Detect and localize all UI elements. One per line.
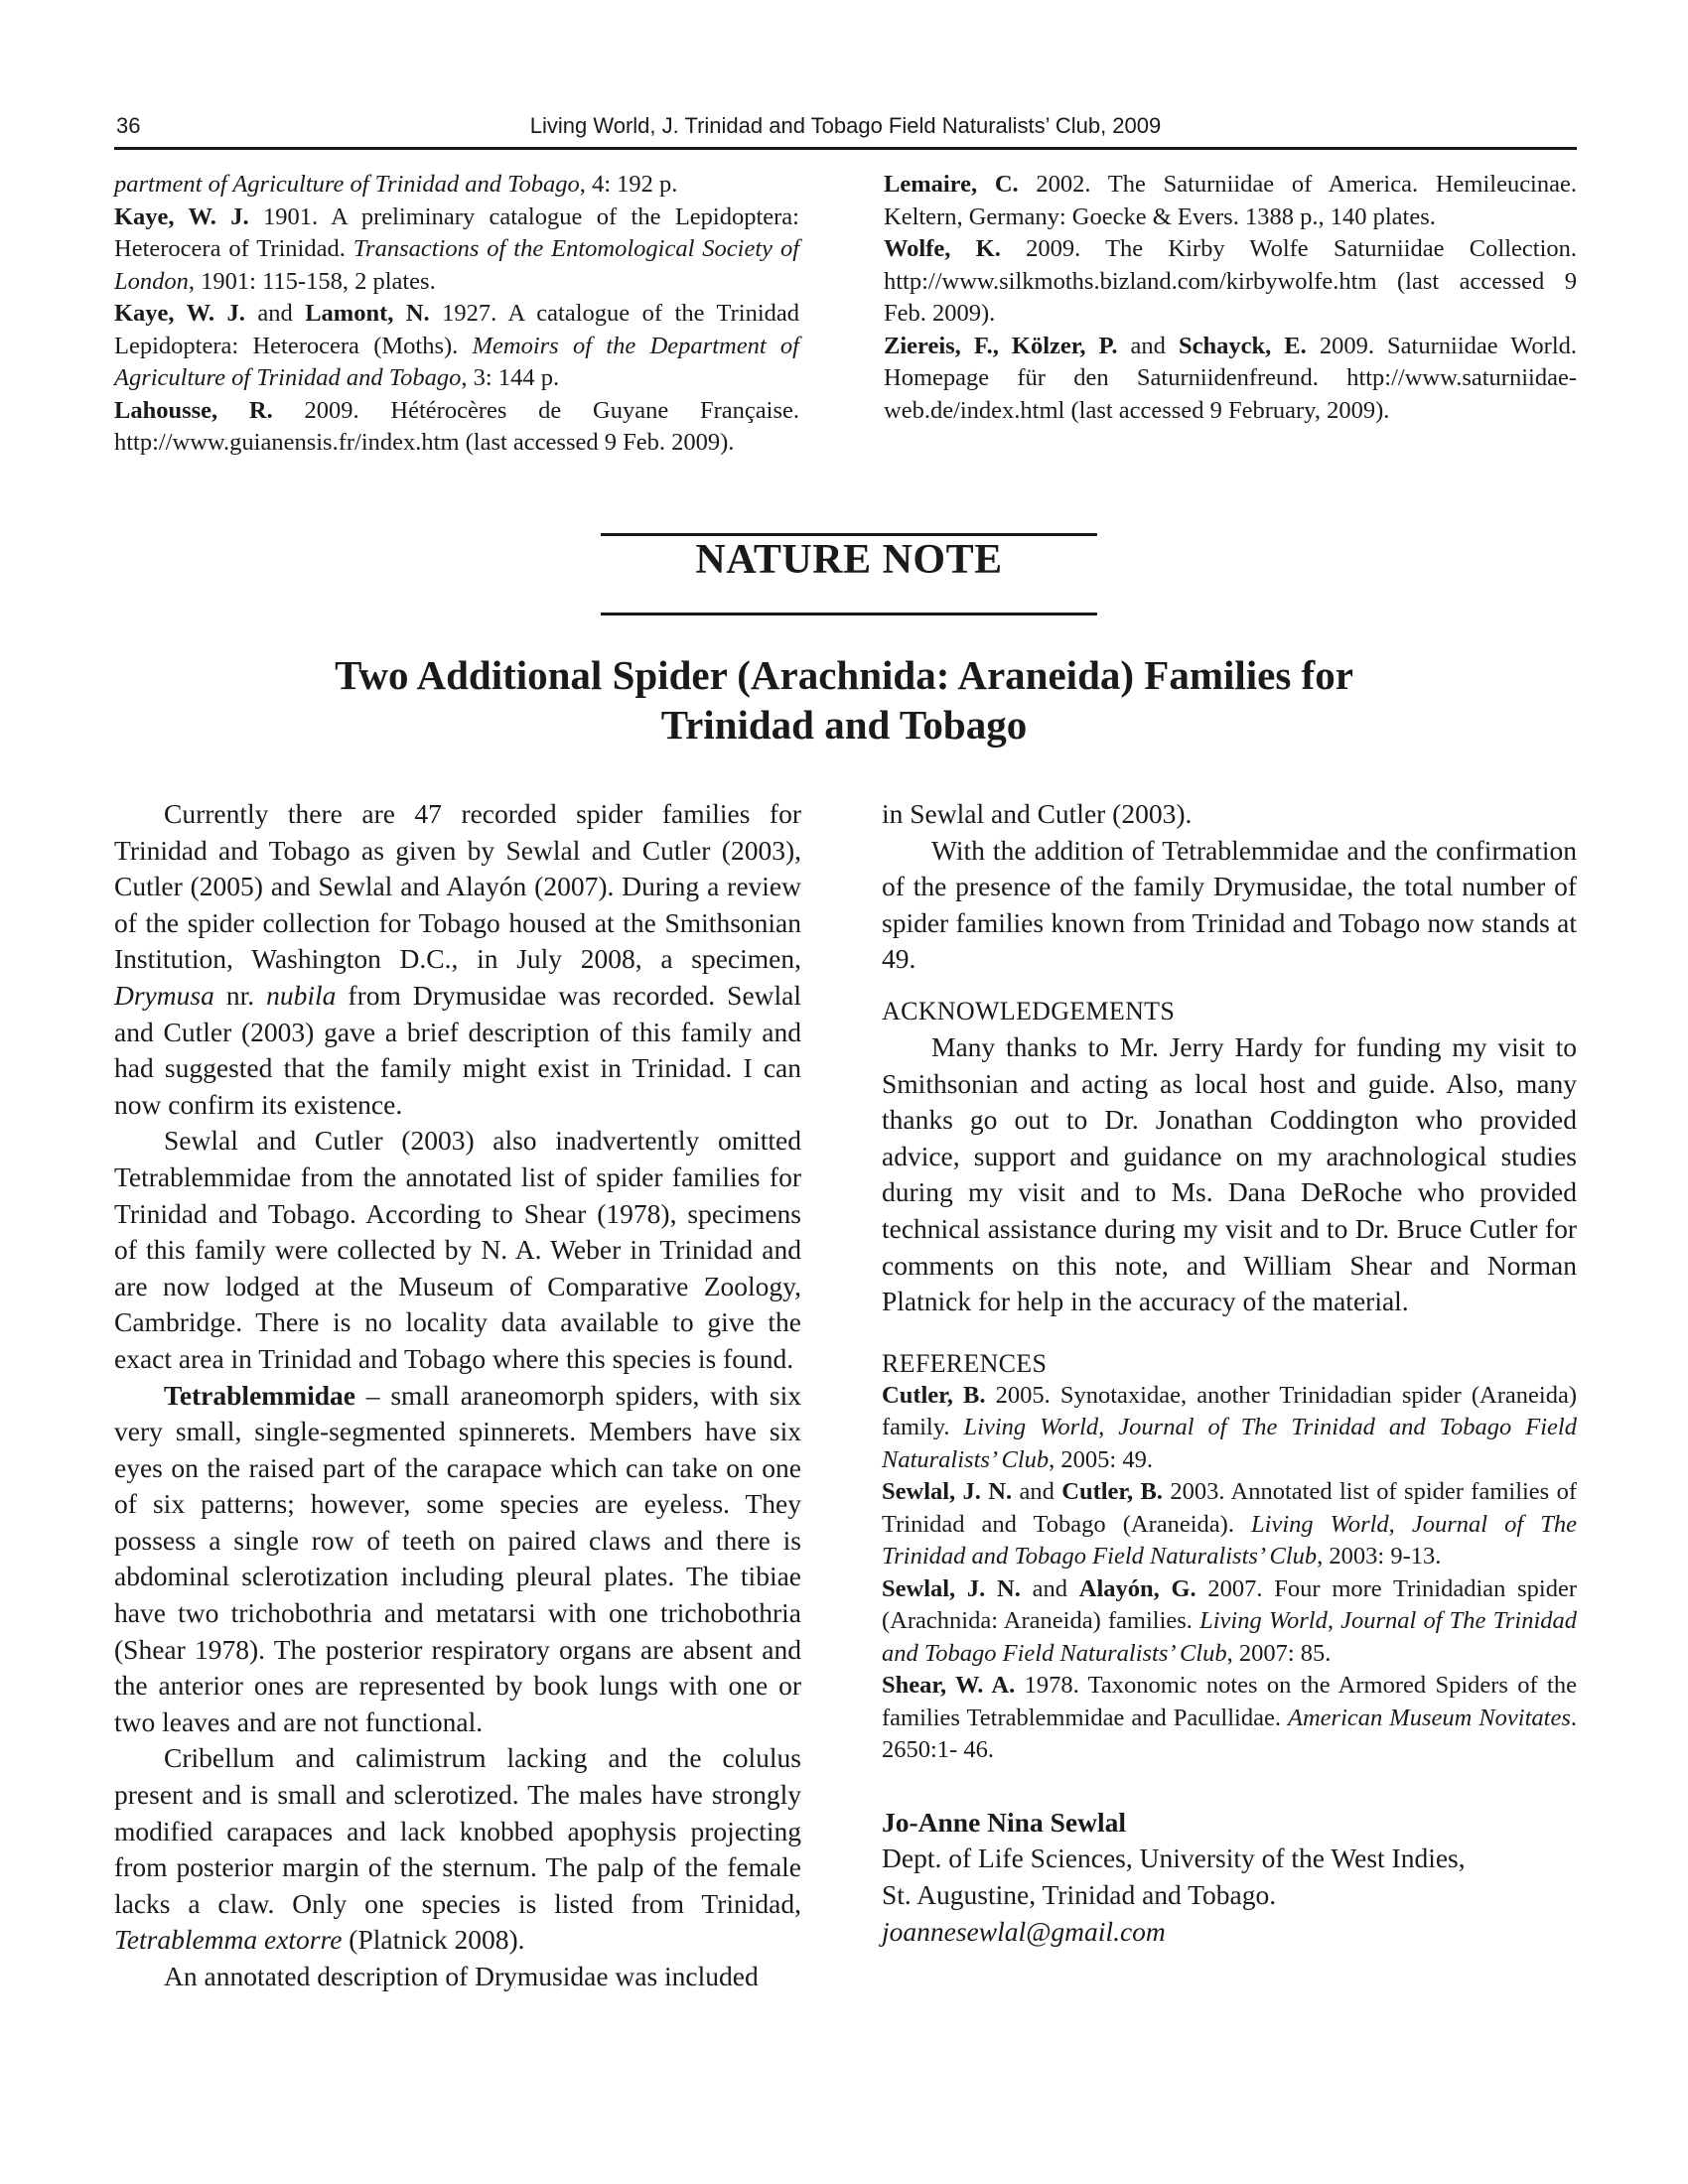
text-run: Sewlal and Cutler (2003) also inadvertently omitted Tetrablemmidae from the annotated list of spider families for Trinidad and Tobago. According to Shear (1978), specimens of this family were collected by N. A. Weber in Trinidad and are now lodged at the Museum of Comparative Zoology, Cambridge. There is no locality data available to give the exact area in Trinidad and Tobago where this species is found. [114,1125,801,1374]
text-run: from Drymusidae was recorded. Sewlal and Cutler (2003) gave a brief description of this family and had suggested that the family might exist in Trinidad. I can now confirm its existence. [114,979,802,1120]
paragraph [114,298,799,395]
paragraph [882,796,1577,833]
bold-run: Wolfe, K. [884,235,1001,262]
text-run: – small araneomorph spiders, with six very small, single-segmented spinnerets. Members have six eyes on the raised part of the carapace which can take on one of six patterns; however, some species are eyeless. They possess a single row of teeth on paired claws and there is abdominal sclerotization including pleural plates. The tibiae have two trichobothria and metatarsi with one trichobothria (Shear 1978). The posterior respiratory organs are absent and the anterior ones are represented by book lungs with one or two leaves and are not functional. [114,1379,801,1737]
author-affiliation-2: St. Augustine, Trinidad and Tobago. [882,1878,1277,1910]
bold-run: Sewlal, J. N. [882,1574,1021,1602]
italic-run: Living World, Journal of The Trinidad and Tobago Field Naturalists’ Club [882,1607,1577,1667]
text-run: An annotated description of Drymusidae was included [164,1961,759,1991]
article-title-line-2: Trinidad and Tobago [660,702,1028,748]
paragraph [114,1740,801,1959]
paragraph [114,169,799,202]
text-run: in Sewlal and Cutler (2003). [882,798,1193,829]
body-left-column [114,796,801,1995]
bold-run: Alayón, G. [1078,1574,1196,1602]
text-run: 1927. A catalogue of the Trinidad Lepidoptera: Heterocera (Moths). [114,300,800,359]
bold-run: Schayck, E. [1178,332,1307,359]
italic-run: Memoirs of the Department of Agriculture of Trinidad and Tobago [114,332,799,391]
italic-run: Living World, Journal of The Trinidad and Tobago Field Naturalists’ Club [882,1414,1577,1473]
text-run: and [1012,1478,1062,1506]
italic-run: nubila [266,979,337,1011]
journal-title: Living World, J. Trinidad and Tobago Field Naturalists’ Club, 2009 [529,113,1162,138]
paragraph [882,1573,1577,1671]
bold-run: Lahousse, R. [114,396,273,424]
italic-run: American Museum Novitates [1288,1704,1571,1731]
text-run: 2009. Saturniidae World. Homepage für den Saturniidenfreund. http://www.saturniidae-web.de/index.html (last accessed 9 February, 2009). [884,332,1578,424]
text-run: Currently there are 47 recorded spider families for Trinidad and Tobago as given by Sewlal and Cutler (2003), Cutler (2005) and Sewlal and Alayón (2007). During a review of the spider collection for Tobago housed at the Smithsonian Institution, Washington D.C., in July 2008, a specimen, [114,798,801,975]
text-run: 1978. Taxonomic notes on the Armored Spiders of the families Tetrablemmidae and Pacullidae. [882,1672,1577,1731]
text-run: 2005. Synotaxidae, another Trinidadian spider (Araneida) family. [882,1381,1577,1441]
text-run: . 2650:1- 46. [882,1704,1578,1764]
italic-run: partment of Agriculture of Trinidad and Tobago [114,171,580,198]
article-title-line-1: Two Additional Spider (Arachnida: Araneida) Families for [335,652,1353,698]
text-run: With the addition of Tetrablemmidae and the confirmation of the presence of the family Drymusidae, the total number of spider families known from Trinidad and Tobago now stands at 49. [882,834,1577,975]
text-run: , 2005: 49. [1049,1445,1153,1473]
text-run: 2003. Annotated list of spider families of Trinidad and Tobago (Araneida). [882,1478,1577,1538]
text-run: 2002. The Saturniidae of America. Hemileucinae. Keltern, Germany: Goecke & Evers. 1388 p., 140 plates. [884,171,1577,230]
bold-run: Kaye, W. J. [114,300,245,327]
paragraph [114,1959,801,1995]
body-right-paragraphs [882,796,1577,978]
text-run: , 2003: 9-13. [1317,1543,1442,1570]
text-run: 2009. The Kirby Wolfe Saturniidae Collection. http://www.silkmoths.bizland.com/kirbywolfe.htm (last accessed 9 Feb. 2009). [884,235,1577,327]
section-rule-bottom [601,613,1097,615]
paragraph [884,169,1577,233]
references-heading: REFERENCES [882,1348,1048,1378]
paragraph [882,1380,1577,1477]
text-run: 2007. Four more Trinidadian spider (Arachnida: Araneida) families. [882,1574,1578,1635]
text-run: and [244,300,306,327]
text-run: , 4: 192 p. [579,171,678,198]
acknowledgements-heading: ACKNOWLEDGEMENTS [882,996,1176,1025]
text-run: , 3: 144 p. [461,364,560,391]
text-run: and [1117,332,1179,359]
bold-run: Cutler, B. [1061,1478,1163,1506]
italic-run: Living World, Journal of The Trinidad and Tobago Field Naturalists’ Club [882,1510,1577,1570]
text-run: nr. [213,979,267,1011]
author-email: joannesewlal@gmail.com [882,1915,1166,1947]
section-label: NATURE NOTE [695,537,1003,583]
bold-run: Lamont, N. [305,300,430,327]
previous-references-left [114,169,799,460]
text-run: and [1020,1574,1079,1602]
paragraph [114,202,799,299]
article-title [169,650,1519,750]
references-list [882,1380,1577,1767]
text-run: 1901. A preliminary catalogue of the Lepidoptera: Heterocera of Trinidad. [114,203,799,262]
running-header [114,111,1577,150]
paragraph [114,395,799,460]
bold-run: Kaye, W. J. [114,203,249,230]
acknowledgements-text: Many thanks to Mr. Jerry Hardy for funding my visit to Smithsonian and acting as local host and guide. Also, many thanks go out to Dr. Jonathan Coddington who provided advice, support and guidance on my arachnological studies during my visit and to Ms. Dana DeRoche who provided technical assistance during my visit and to Dr. Bruce Cutler for comments on this note, and William Shear and Norman Platnick for help in the accuracy of the material. [882,1030,1577,1317]
paragraph [882,833,1577,978]
page-number: 36 [116,113,141,138]
bold-run: Ziereis, F., Kölzer, P. [884,332,1118,359]
previous-references-right [884,169,1577,427]
paragraph [114,1123,801,1377]
bold-run: Lemaire, C. [884,171,1019,198]
italic-run: Tetrablemma extorre [114,1924,343,1956]
paragraph [884,331,1577,428]
paragraph [114,796,801,1123]
paragraph [114,1378,801,1741]
bold-run: Cutler, B. [882,1381,986,1409]
text-run: (Platnick 2008). [342,1924,525,1956]
text-run: , 2007: 85. [1226,1639,1332,1667]
bold-run: Sewlal, J. N. [882,1478,1013,1506]
bold-run: Shear, W. A. [882,1672,1016,1700]
author-affiliation-1: Dept. of Life Sciences, University of the West Indies, [882,1843,1466,1874]
paragraph [884,233,1577,331]
text-run: , 1901: 115-158, 2 plates. [188,267,436,295]
author-block [882,1805,1577,1950]
italic-run: Drymusa [114,979,214,1011]
bold-run: Tetrablemmidae [164,1379,355,1411]
body-right-column [882,796,1577,1950]
paragraph [882,1670,1577,1767]
author-name: Jo-Anne Nina Sewlal [882,1806,1126,1838]
paragraph [882,1476,1577,1573]
italic-run: Transactions of the Entomological Society of London [114,235,799,295]
text-run: 2009. Hétérocères de Guyane Française. http://www.guianensis.fr/index.htm (last accessed 9 Feb. 2009). [114,396,799,456]
text-run: Cribellum and calimistrum lacking and the colulus present and is small and sclerotized. The males have strongly modified carapaces and lack knobbed apophysis projecting from posterior margin of the sternum. The palp of the female lacks a claw. Only one species is listed from Trinidad, [114,1742,801,1919]
